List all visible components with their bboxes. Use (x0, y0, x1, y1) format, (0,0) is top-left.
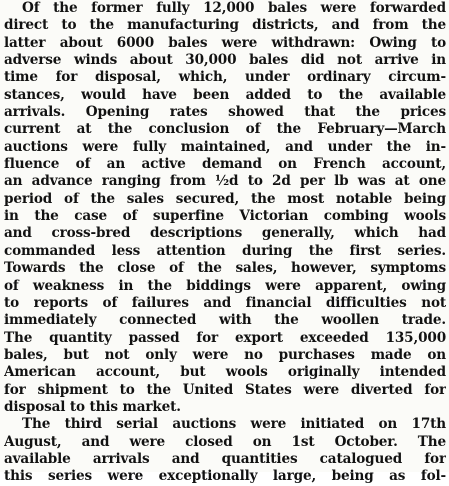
article-line: August, and were closed on 1st October. The (4, 433, 446, 450)
article-line: auctions were fully maintained, and under the in- (4, 138, 446, 155)
article-line: in the case of superfine Victorian combing wools (4, 208, 446, 225)
article-line: for shipment to the United States were diverted for (4, 381, 446, 398)
article-line: latter about 6000 bales were withdrawn: Owing to (4, 34, 446, 51)
article-line: to reports of failures and financial difficulties not (4, 294, 446, 311)
article-line: fluence of an active demand on French account, (4, 156, 446, 173)
article-line: and cross-bred descriptions generally, which had (4, 225, 446, 242)
article-line: adverse winds about 30,000 bales did not arrive in (4, 52, 446, 69)
article-line: direct to the manufacturing districts, and from the (4, 17, 446, 34)
article-line: of weakness in the biddings were apparent, owing (4, 277, 446, 294)
article-line: Towards the close of the sales, however, symptoms (4, 260, 446, 277)
article-line: time for disposal, which, under ordinary circum- (4, 69, 446, 86)
article-line: available arrivals and quantities catalogued for (4, 450, 446, 467)
article-line: The quantity passed for export exceeded 135,000 (4, 329, 446, 346)
article-line: bales, but not only were no purchases made on (4, 346, 446, 363)
article-line: current at the conclusion of the February—March (4, 121, 446, 138)
article-line: American account, but wools originally intended (4, 364, 446, 381)
article-line: period of the sales secured, the most notable being (4, 190, 446, 207)
article-line: an advance ranging from ½d to 2d per lb was at one (4, 173, 446, 190)
article-line: arrivals. Opening rates showed that the prices (4, 104, 446, 121)
article-line: The third serial auctions were initiated on 17th (22, 416, 446, 433)
article-column (4, 0, 446, 486)
article-line: stances, would have been added to the available (4, 86, 446, 103)
article-line: commanded less attention during the first series. (4, 242, 446, 259)
article-line: this series were exceptionally large, being as fol- (4, 468, 446, 485)
article-line: Of the former fully 12,000 bales were forwarded (22, 0, 446, 16)
article-line: disposal to this market. (4, 398, 181, 415)
article-line: immediately connected with the woollen trade. (4, 312, 446, 329)
